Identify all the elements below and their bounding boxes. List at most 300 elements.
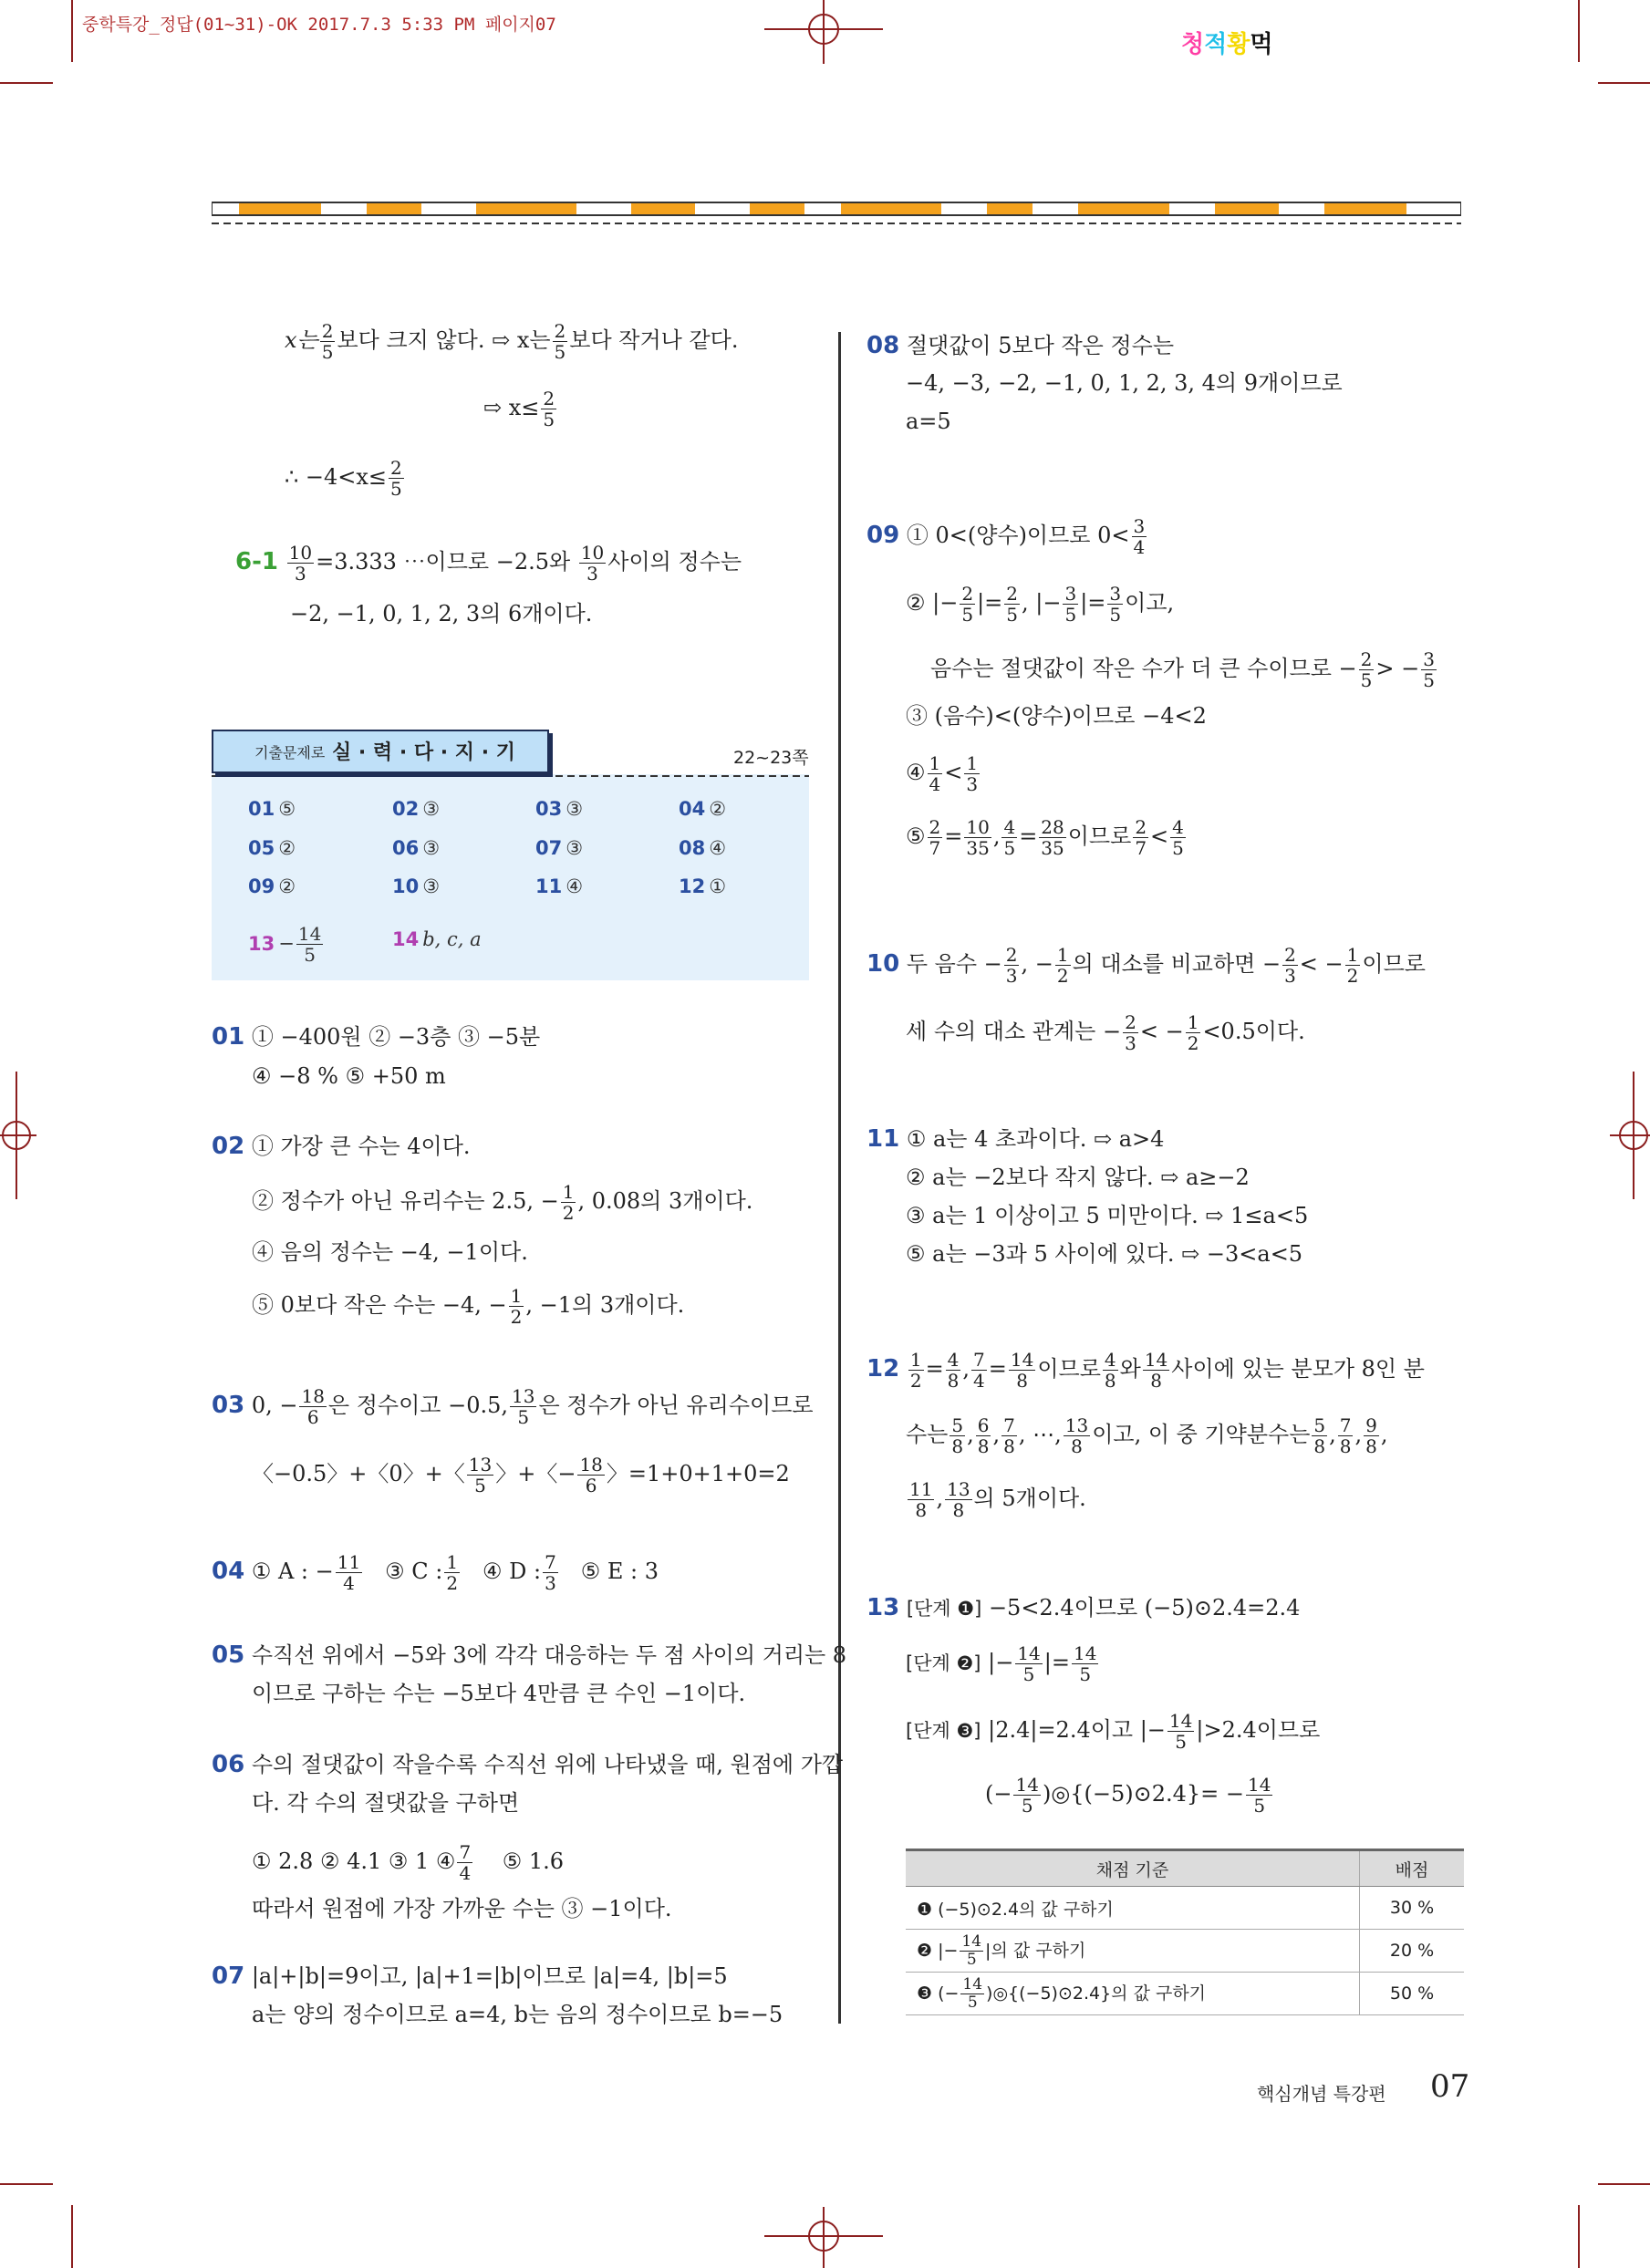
text: ② |− xyxy=(906,590,959,616)
q06-line-1 xyxy=(212,1749,843,1780)
denominator: 5 xyxy=(304,944,316,966)
fraction xyxy=(908,1479,934,1520)
text: ② 정수가 아닌 유리수는 2.5, − xyxy=(252,1188,559,1214)
crop-mark xyxy=(71,0,73,62)
denominator: 5 xyxy=(517,1406,530,1428)
answer-number: 09 xyxy=(248,875,275,897)
fraction xyxy=(1186,1012,1201,1053)
numerator: 7 xyxy=(973,1349,985,1371)
text: 보다 크지 않다. ⇨ x는 xyxy=(337,327,551,353)
q12-line-3 xyxy=(906,1479,1086,1520)
answer-box-dashed-border xyxy=(212,774,809,780)
question-number: 01 xyxy=(212,1023,245,1051)
points-header: 배점 xyxy=(1360,1850,1465,1887)
numerator: 2 xyxy=(961,583,974,605)
fraction xyxy=(1345,945,1361,986)
brand-char-4: 먹 xyxy=(1250,31,1273,58)
denominator: 3 xyxy=(545,1572,556,1594)
text: 은 정수이고 −0.5, xyxy=(327,1393,509,1418)
text: ① −400원 ② −3층 ③ −5분 xyxy=(251,1024,541,1050)
text: , ⋯, xyxy=(1018,1422,1062,1447)
registration-mark-right xyxy=(1610,1072,1650,1199)
numerator: 11 xyxy=(909,1478,933,1500)
denominator: 5 xyxy=(1172,837,1184,859)
tab-small-label: 기출문제로 xyxy=(254,744,326,761)
q12-line-2 xyxy=(906,1415,1388,1456)
text: ⑤ xyxy=(906,823,926,849)
denominator: 6 xyxy=(306,1406,319,1428)
fraction xyxy=(577,1455,604,1496)
text: |a|+|b|=9이고, |a|+1=|b|이므로 |a|=4, |b|=5 xyxy=(251,1963,728,1989)
answer-item-14 xyxy=(392,928,482,950)
text: 세 수의 대소 관계는 − xyxy=(906,1019,1122,1044)
numerator: 4 xyxy=(1172,816,1184,838)
answer-number: 04 xyxy=(679,798,706,820)
numerator: 4 xyxy=(1104,1349,1116,1371)
numerator: 1 xyxy=(1187,1011,1199,1033)
q09-line-5 xyxy=(906,753,981,794)
fraction xyxy=(1039,817,1065,858)
fraction xyxy=(1001,817,1017,858)
answer-number: 06 xyxy=(392,837,420,859)
text: |>2.4이므로 xyxy=(1196,1717,1321,1743)
denominator: 3 xyxy=(1284,965,1296,987)
text: ⑤ 1.6 xyxy=(502,1849,565,1874)
answer-value: ④ xyxy=(566,875,584,897)
question-number: 03 xyxy=(212,1392,245,1419)
q06-line-3 xyxy=(252,1842,564,1883)
question-number: 10 xyxy=(867,950,900,978)
question-number: 05 xyxy=(212,1641,245,1669)
numerator: 3 xyxy=(1423,648,1435,670)
numerator: 2 xyxy=(543,388,555,409)
text: ① 가장 큰 수는 4이다. xyxy=(251,1134,471,1159)
numerator: 2 xyxy=(1135,816,1147,838)
text: , xyxy=(1380,1422,1388,1447)
q09-line-1 xyxy=(867,516,1148,557)
numerator: 14 xyxy=(1073,1642,1097,1664)
fraction xyxy=(1421,649,1437,690)
denominator: 2 xyxy=(446,1572,459,1594)
denominator: 35 xyxy=(966,837,990,859)
denominator: 5 xyxy=(1003,837,1016,859)
q07-line-1 xyxy=(212,1961,728,1992)
fraction xyxy=(467,1455,493,1496)
text: 수는 xyxy=(906,1422,949,1447)
text: 의 대소를 비교하면 − xyxy=(1072,951,1282,977)
text: < − xyxy=(1139,1019,1184,1044)
fraction xyxy=(1123,1012,1138,1053)
denominator: 8 xyxy=(1071,1435,1083,1457)
fraction xyxy=(444,1552,460,1593)
text: ∴ −4<x≤ xyxy=(285,464,388,490)
denominator: 35 xyxy=(1041,837,1064,859)
text: 수의 절댓값이 작을수록 수직선 위에 나타냈을 때, 원점에 가깝 xyxy=(251,1752,844,1777)
answer-item xyxy=(535,837,583,859)
answer-item xyxy=(535,798,583,820)
text: , xyxy=(967,1422,974,1447)
text: 이고, xyxy=(1125,590,1175,616)
fraction xyxy=(976,1415,991,1456)
fraction xyxy=(579,543,606,584)
denominator: 8 xyxy=(1150,1370,1162,1392)
numerator: 5 xyxy=(951,1414,964,1436)
fraction xyxy=(336,1552,362,1593)
crop-mark xyxy=(1598,2183,1650,2185)
q12-line-1 xyxy=(867,1350,1425,1391)
text: |− xyxy=(988,1650,1014,1675)
denominator: 8 xyxy=(1104,1370,1116,1392)
q09-line-2 xyxy=(906,584,1174,625)
denominator: 5 xyxy=(554,341,566,363)
denominator: 8 xyxy=(915,1499,928,1521)
book-title: 핵심개념 특강편 xyxy=(1257,2083,1386,2105)
numerator: 2 xyxy=(554,320,566,342)
answer-number: 03 xyxy=(535,798,563,820)
numerator: 9 xyxy=(1365,1414,1377,1436)
question-number: 04 xyxy=(212,1558,245,1585)
denominator: 5 xyxy=(1064,604,1077,626)
denominator: 2 xyxy=(510,1306,523,1328)
brand-char-1: 청 xyxy=(1181,31,1205,58)
text: ❷ |− xyxy=(917,1940,959,1961)
denominator: 5 xyxy=(543,409,555,430)
fraction xyxy=(1063,584,1078,625)
denominator: 5 xyxy=(321,341,334,363)
fraction xyxy=(960,1976,984,2012)
numerator: 2 xyxy=(1006,583,1019,605)
denominator: 5 xyxy=(1175,1731,1188,1753)
q01-line-2: ④ −8 % ⑤ +50 m xyxy=(252,1063,446,1089)
fraction xyxy=(971,1350,987,1391)
fraction xyxy=(1364,1415,1379,1456)
fraction xyxy=(950,1415,965,1456)
fraction xyxy=(1072,1643,1098,1684)
q11-line-3: ③ a는 1 이상이고 5 미만이다. ⇨ 1≤a<5 xyxy=(906,1203,1309,1228)
text: ① 0<(양수)이므로 0< xyxy=(906,523,1130,548)
fraction xyxy=(1004,584,1020,625)
denominator: 5 xyxy=(967,1993,978,2012)
question-number: 06 xyxy=(212,1751,245,1778)
q10-line-1 xyxy=(867,945,1426,986)
numerator: 10 xyxy=(966,816,990,838)
answer-item xyxy=(248,837,296,859)
decorative-band xyxy=(212,199,1461,228)
answer-item xyxy=(679,875,726,897)
text: |= xyxy=(977,590,1003,616)
answer-value: b, c, a xyxy=(422,928,482,950)
denominator: 8 xyxy=(977,1435,990,1457)
q03-line-2 xyxy=(252,1455,790,1496)
crop-mark xyxy=(1578,0,1580,62)
points-cell: 20 % xyxy=(1360,1930,1465,1973)
denominator: 8 xyxy=(1313,1435,1326,1457)
denominator: 2 xyxy=(1056,965,1069,987)
text: 0, − xyxy=(251,1393,298,1418)
denominator: 4 xyxy=(929,773,941,795)
answer-item xyxy=(679,798,726,820)
answer-box-tab xyxy=(212,730,549,773)
text: 절댓값이 5보다 작은 정수는 xyxy=(906,333,1175,358)
crop-mark xyxy=(0,2183,53,2185)
numerator: 7 xyxy=(1339,1414,1352,1436)
tab-title: 실 · 력 · 다 · 지 · 기 xyxy=(332,741,515,764)
text: )◎{(−5)⊙2.4}= − xyxy=(1042,1781,1245,1807)
numerator: 2 xyxy=(321,320,334,342)
numerator: 3 xyxy=(1109,583,1122,605)
numerator: 1 xyxy=(966,752,979,774)
fraction xyxy=(1167,1711,1194,1752)
text: = xyxy=(988,1356,1007,1382)
numerator: 5 xyxy=(1313,1414,1326,1436)
question-number: 6-1 xyxy=(235,548,278,575)
text: 보다 작거나 같다. xyxy=(569,327,739,353)
answer-value: ④ xyxy=(709,837,727,859)
numerator: 2 xyxy=(390,457,402,479)
fraction xyxy=(1312,1415,1327,1456)
q02-line-4 xyxy=(252,1286,684,1327)
registration-mark-left xyxy=(0,1072,36,1199)
text: , xyxy=(1329,1422,1336,1447)
numerator: 28 xyxy=(1041,816,1064,838)
registration-mark-bottom xyxy=(764,2207,883,2268)
text: , xyxy=(992,823,1001,849)
fraction xyxy=(964,817,991,858)
fraction xyxy=(1103,1350,1118,1391)
question-number: 08 xyxy=(867,332,900,359)
q09-line-4: ③ (음수)<(양수)이므로 −4<2 xyxy=(906,703,1207,729)
denominator: 8 xyxy=(952,1499,965,1521)
denominator: 4 xyxy=(343,1572,355,1594)
crop-mark xyxy=(1598,82,1650,84)
q02-line-1 xyxy=(212,1131,471,1162)
q13-line-3 xyxy=(906,1711,1320,1752)
denominator: 2 xyxy=(909,1370,922,1392)
question-number: 02 xyxy=(212,1133,245,1160)
fraction xyxy=(389,458,404,499)
denominator: 4 xyxy=(459,1862,472,1884)
numerator: 3 xyxy=(1133,515,1146,537)
fraction xyxy=(296,924,323,965)
answer-item xyxy=(248,875,296,897)
text: ⑤ 0보다 작은 수는 −4, − xyxy=(252,1292,507,1318)
numerator: 1 xyxy=(1056,944,1069,966)
text: 사이의 정수는 xyxy=(607,549,742,575)
answer-value: ① xyxy=(709,875,727,897)
denominator: 8 xyxy=(1016,1370,1028,1392)
criteria-header: 채점 기준 xyxy=(906,1850,1360,1887)
fraction xyxy=(1009,1350,1035,1391)
answer-number: 01 xyxy=(248,798,275,820)
fraction xyxy=(1338,1415,1354,1456)
denominator: 4 xyxy=(1133,536,1146,558)
numerator: 18 xyxy=(579,1454,603,1476)
question-number: 13 xyxy=(867,1594,900,1621)
denominator: 8 xyxy=(1365,1435,1377,1457)
q02-line-2 xyxy=(252,1182,752,1223)
q06-line-4: 따라서 원점에 가장 가까운 수는 ③ −1이다. xyxy=(252,1896,672,1921)
q08-line-1 xyxy=(867,330,1174,361)
denominator: 6 xyxy=(585,1475,597,1496)
fraction xyxy=(1004,945,1020,986)
denominator: 5 xyxy=(1253,1795,1266,1817)
text: |= xyxy=(1043,1650,1070,1675)
fraction xyxy=(541,388,556,430)
answer-value: ③ xyxy=(566,837,584,859)
denominator: 7 xyxy=(1135,837,1147,859)
text: (− xyxy=(985,1781,1012,1807)
denominator: 3 xyxy=(1125,1032,1136,1054)
denominator: 2 xyxy=(1346,965,1359,987)
text: 〈−0.5〉+〈0〉+〈 xyxy=(252,1461,465,1486)
answer-value: ③ xyxy=(566,798,584,820)
numerator: 10 xyxy=(288,542,313,564)
q13-line-1 xyxy=(867,1592,1300,1624)
text: −5<2.4이므로 (−5)⊙2.4=2.4 xyxy=(988,1595,1301,1621)
question-number: 09 xyxy=(867,522,900,549)
step-label: [단계 ❸] xyxy=(906,1720,981,1742)
answer-value: ② xyxy=(278,837,296,859)
brand-char-2: 적 xyxy=(1204,31,1228,58)
text: ❸ (− xyxy=(917,1983,960,2004)
fraction xyxy=(964,753,980,794)
numerator: 4 xyxy=(1003,816,1016,838)
q08-line-3: a=5 xyxy=(906,409,951,434)
fraction xyxy=(299,1386,326,1427)
numerator: 2 xyxy=(1284,944,1296,966)
denominator: 8 xyxy=(1003,1435,1015,1457)
denominator: 5 xyxy=(1006,604,1019,626)
cont-line-1 xyxy=(285,321,738,362)
text: = xyxy=(925,1356,944,1382)
print-file-info: 중학특강_정답(01~31)-OK 2017.7.3 5:33 PM 페이지07 xyxy=(82,15,556,35)
answer-value: ③ xyxy=(422,798,441,820)
numerator: 11 xyxy=(337,1551,361,1573)
question-number: 11 xyxy=(867,1125,900,1153)
text: < − xyxy=(1299,951,1344,977)
numerator: 7 xyxy=(1003,1414,1015,1436)
numerator: 14 xyxy=(1017,1642,1041,1664)
fraction xyxy=(1170,817,1186,858)
answer-value: − xyxy=(278,932,295,955)
text: ⑤ E : 3 xyxy=(580,1559,659,1584)
fraction xyxy=(510,1386,536,1427)
numerator: 1 xyxy=(909,1349,922,1371)
answer-value: ② xyxy=(709,798,727,820)
q13-line-4 xyxy=(985,1775,1274,1816)
q04-line-1 xyxy=(212,1552,659,1593)
points-cell: 30 % xyxy=(1360,1887,1465,1930)
crop-mark xyxy=(1578,2205,1580,2268)
denominator: 3 xyxy=(294,563,306,585)
text: =3.333 ⋯이므로 −2.5와 xyxy=(316,549,571,575)
q02-line-3: ④ 음의 정수는 −4, −1이다. xyxy=(252,1239,528,1265)
fraction xyxy=(543,1552,558,1593)
step-label: [단계 ❶] xyxy=(906,1598,982,1620)
table-row xyxy=(906,1930,1464,1973)
denominator: 5 xyxy=(961,604,974,626)
answer-value: ⑤ xyxy=(278,798,296,820)
page-range: 22~23쪽 xyxy=(733,748,809,768)
fraction xyxy=(928,817,943,858)
fraction xyxy=(946,1350,961,1391)
denominator: 3 xyxy=(966,773,979,795)
text: ① A : − xyxy=(251,1559,334,1584)
answer-number: 11 xyxy=(535,875,563,897)
fraction xyxy=(960,1933,983,1969)
q06-line-2: 다. 각 수의 절댓값을 구하면 xyxy=(252,1790,520,1816)
numerator: 18 xyxy=(301,1385,325,1407)
brand-logo xyxy=(1181,26,1273,59)
denominator: 5 xyxy=(1423,669,1435,691)
answer-value: ③ xyxy=(422,837,441,859)
q10-line-2 xyxy=(906,1012,1305,1053)
q11-line-2: ② a는 −2보다 작지 않다. ⇨ a≥−2 xyxy=(906,1165,1250,1190)
denominator: 7 xyxy=(929,837,941,859)
text: > − xyxy=(1375,656,1420,681)
text: , −1의 3개이다. xyxy=(525,1292,685,1318)
text: ④ xyxy=(906,760,926,785)
numerator: 1 xyxy=(1346,944,1359,966)
numerator: 10 xyxy=(580,542,605,564)
fraction xyxy=(457,1842,472,1883)
text: 와 xyxy=(1119,1356,1141,1382)
answer-item xyxy=(535,875,583,897)
answer-number: 05 xyxy=(248,837,275,859)
denominator: 5 xyxy=(1360,669,1373,691)
q08-line-2: −4, −3, −2, −1, 0, 1, 2, 3, 4의 9개이므로 xyxy=(906,370,1343,396)
page-number: 07 xyxy=(1430,2068,1470,2105)
text: ⇨ x≤ xyxy=(483,395,540,420)
fraction xyxy=(1013,1775,1040,1816)
denominator: 5 xyxy=(966,1950,977,1969)
numerator: 14 xyxy=(1248,1774,1271,1796)
fraction xyxy=(1015,1643,1042,1684)
q05-line-1 xyxy=(212,1640,846,1671)
fraction xyxy=(1359,649,1375,690)
text: )◎{(−5)⊙2.4}의 값 구하기 xyxy=(986,1983,1207,2004)
fraction xyxy=(1107,584,1123,625)
text: 〉=1+0+1+0=2 xyxy=(606,1461,790,1486)
denominator: 5 xyxy=(1109,604,1122,626)
answer-item xyxy=(392,875,440,897)
denominator: 5 xyxy=(1022,1663,1035,1685)
numerator: 14 xyxy=(961,1931,982,1951)
criteria-cell xyxy=(906,1930,1360,1973)
fraction xyxy=(1064,1415,1090,1456)
numerator: 14 xyxy=(1015,1774,1039,1796)
answer-value: ③ xyxy=(422,875,441,897)
fraction xyxy=(553,321,568,362)
text: 이고, 이 중 기약분수는 xyxy=(1092,1422,1311,1447)
denominator: 8 xyxy=(1339,1435,1352,1457)
fraction xyxy=(960,584,975,625)
text: , xyxy=(936,1486,944,1511)
text: 사이에 있는 분모가 8인 분 xyxy=(1171,1356,1425,1382)
answer-item xyxy=(392,837,440,859)
fraction xyxy=(928,753,943,794)
numerator: 13 xyxy=(1064,1414,1089,1436)
denominator: 5 xyxy=(474,1475,486,1496)
text: 이므로 xyxy=(1362,951,1426,977)
denominator: 8 xyxy=(951,1435,964,1457)
fraction xyxy=(1055,945,1071,986)
cont-line-2 xyxy=(483,388,558,430)
text: 의 5개이다. xyxy=(973,1486,1086,1511)
text: |의 값 구하기 xyxy=(985,1940,1086,1961)
text: 은 정수가 아닌 유리수이므로 xyxy=(538,1393,814,1418)
q05-line-2: 이므로 구하는 수는 −5보다 4만큼 큰 수인 −1이다. xyxy=(252,1681,746,1706)
